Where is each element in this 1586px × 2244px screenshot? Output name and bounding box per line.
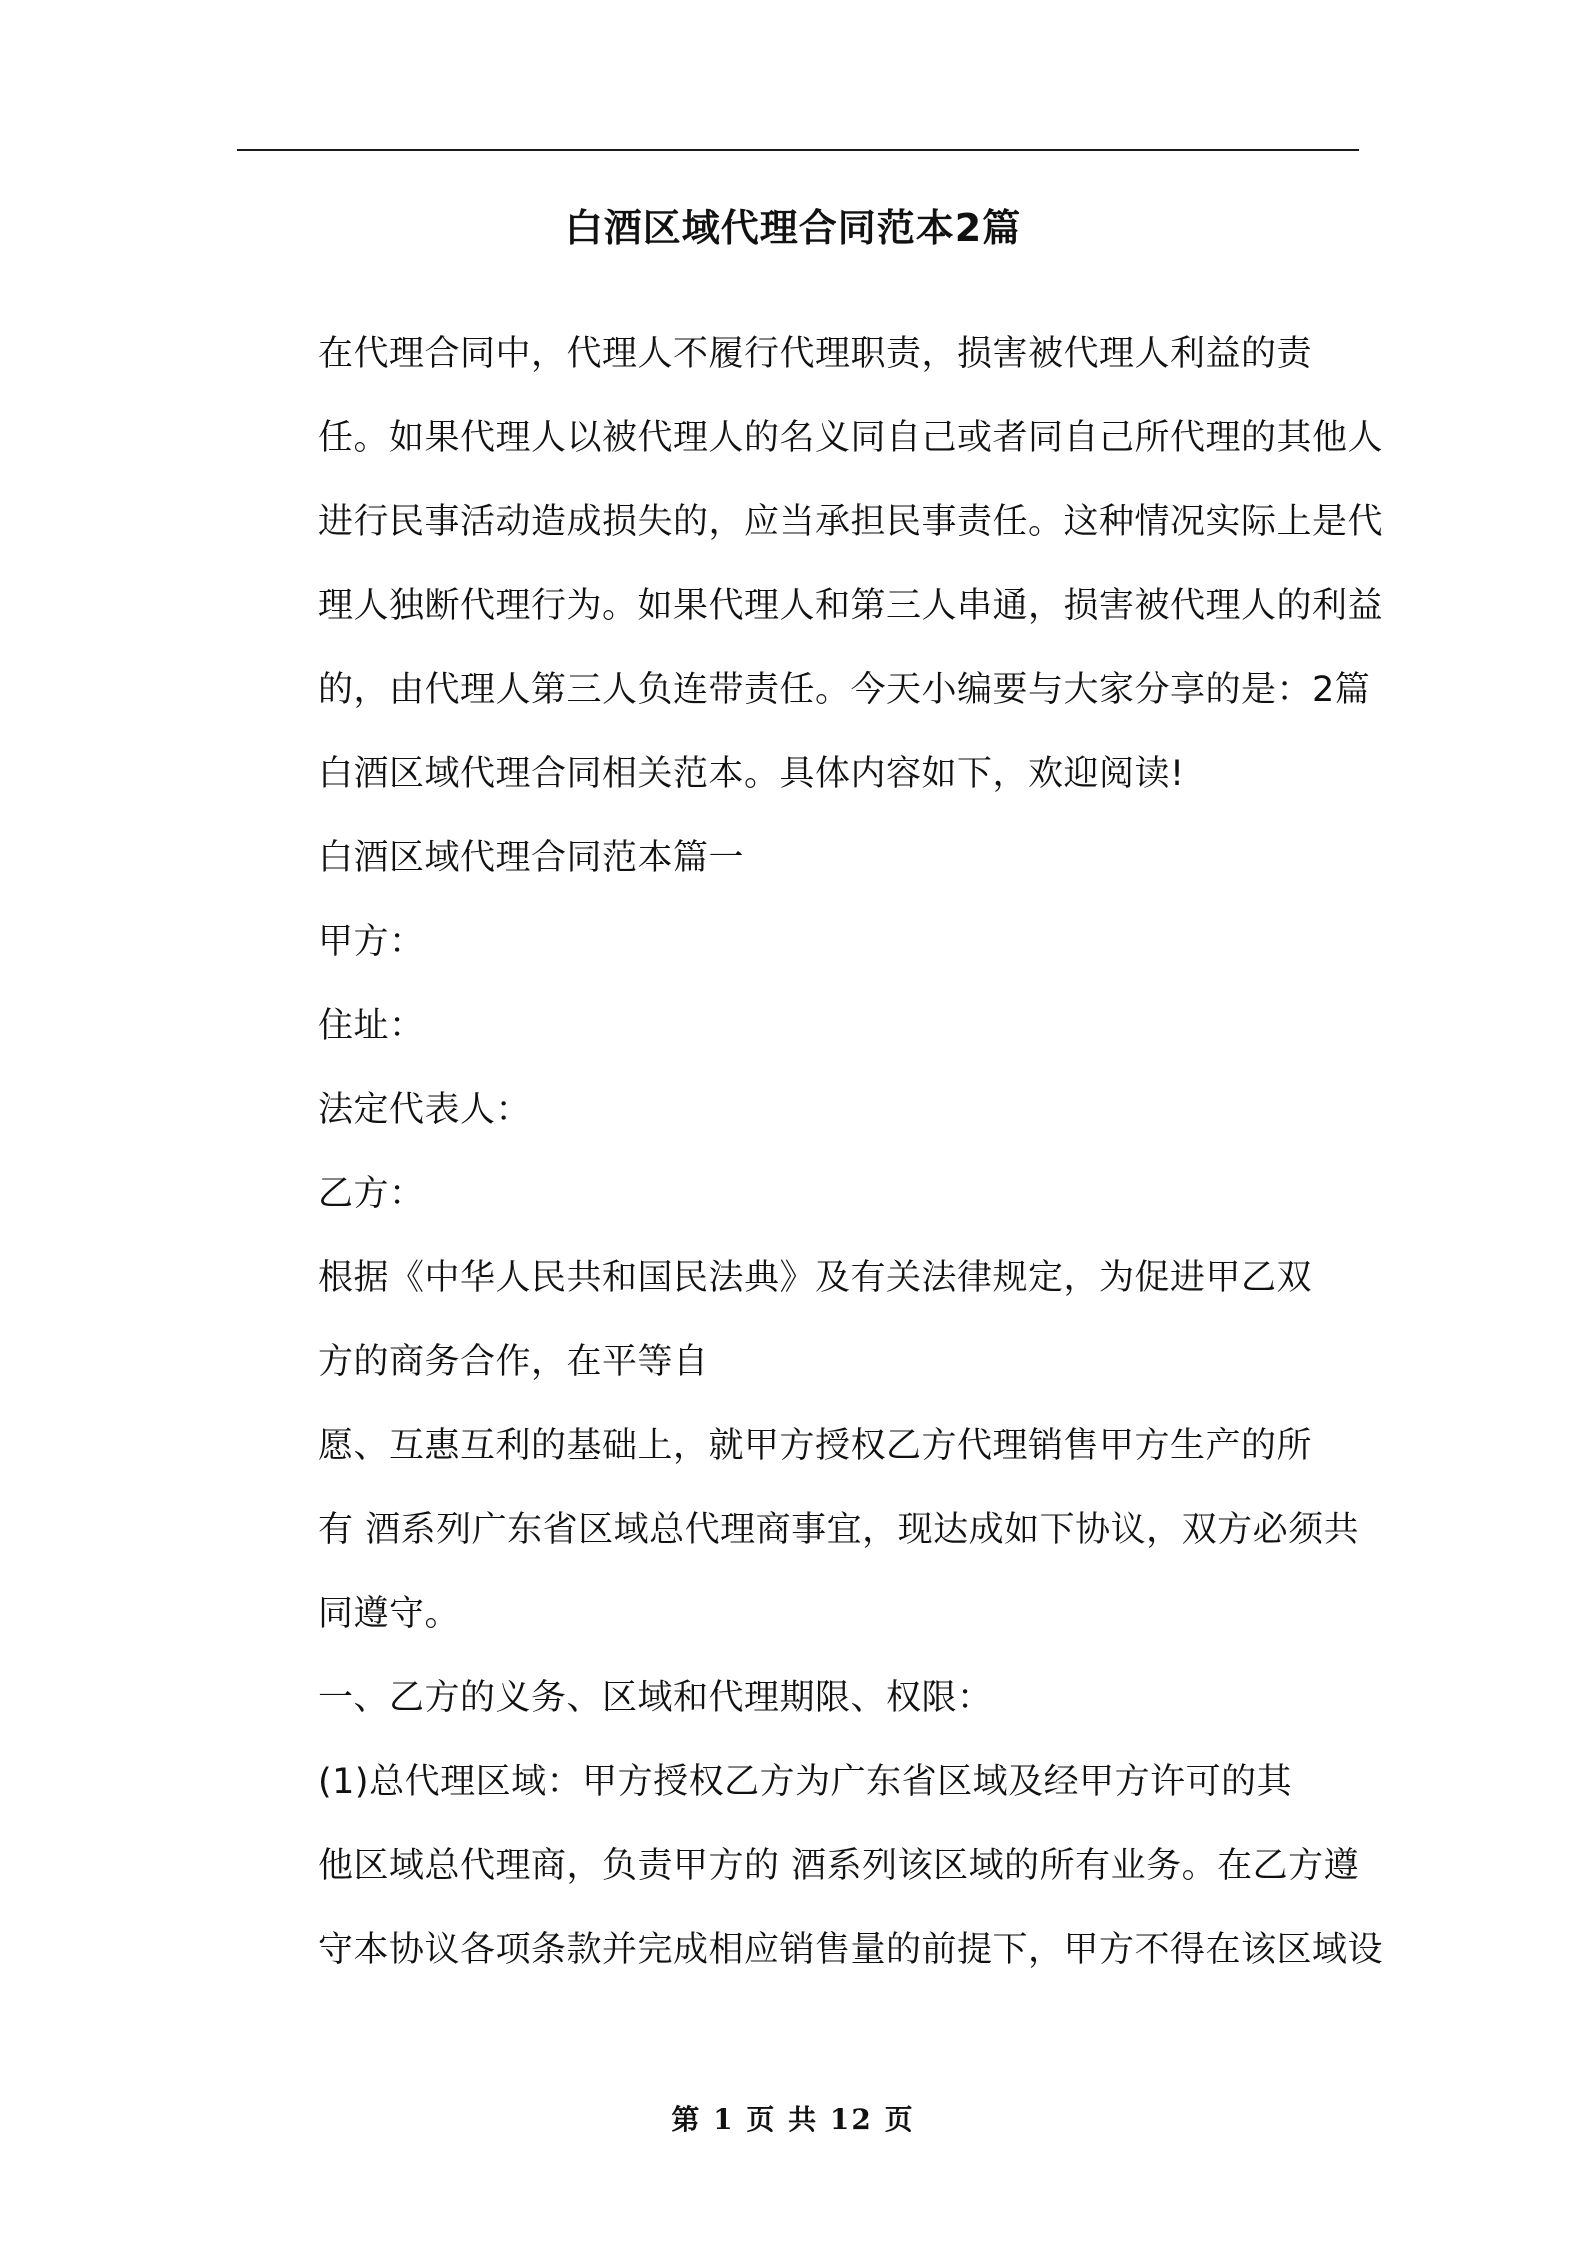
text-line: 方的商务合作，在平等自 (318, 1342, 709, 1382)
clause-heading: 一、乙方的义务、区域和代理期限、权限： (318, 1678, 993, 1718)
text-line: 愿、互惠互利的基础上，就甲方授权乙方代理销售甲方生产的所 (318, 1426, 1313, 1466)
text-line: 同遵守。 (318, 1594, 461, 1634)
text-line: 守本协议各项条款并完成相应销售量的前提下，甲方不得在该区域设 (318, 1930, 1384, 1970)
section-title: 白酒区域代理合同范本篇一 (318, 838, 745, 878)
legal-representative-label: 法定代表人： (318, 1090, 532, 1130)
address-label: 住址： (318, 1006, 425, 1046)
document-body (242, 312, 1384, 1992)
header-divider (237, 149, 1359, 151)
text-line: 根据《中华人民共和国民法典》及有关法律规定，为促进甲乙双 (318, 1258, 1313, 1298)
page-indicator: 第 1 页 共 12 页 (671, 2103, 915, 2136)
text-line: 任。如果代理人以被代理人的名义同自己或者同自己所代理的其他人 (318, 418, 1384, 458)
clause-1-paragraph (242, 1740, 1384, 1992)
party-a-label: 甲方： (318, 922, 425, 962)
text-line: 有 酒系列广东省区域总代理商事宜，现达成如下协议，双方必须共 (318, 1510, 1360, 1550)
text-line: (1)总代理区域：甲方授权乙方为广东省区域及经甲方许可的其 (318, 1762, 1293, 1802)
text-line: 理人独断代理行为。如果代理人和第三人串通，损害被代理人的利益 (318, 586, 1384, 626)
party-b-label: 乙方： (318, 1174, 425, 1214)
text-line: 白酒区域代理合同相关范本。具体内容如下，欢迎阅读! (318, 754, 1185, 794)
text-line: 在代理合同中，代理人不履行代理职责，损害被代理人利益的责 (318, 334, 1313, 374)
intro-paragraph (242, 312, 1384, 816)
basis-paragraph (242, 1236, 1360, 1404)
agreement-paragraph (242, 1404, 1360, 1656)
text-line: 他区域总代理商，负责甲方的 酒系列该区域的所有业务。在乙方遵 (318, 1846, 1360, 1886)
document-title: 白酒区域代理合同范本2篇 (564, 206, 1022, 250)
text-line: 进行民事活动造成损失的，应当承担民事责任。这种情况实际上是代 (318, 502, 1384, 542)
text-line: 的，由代理人第三人负连带责任。今天小编要与大家分享的是：2篇 (318, 670, 1371, 710)
